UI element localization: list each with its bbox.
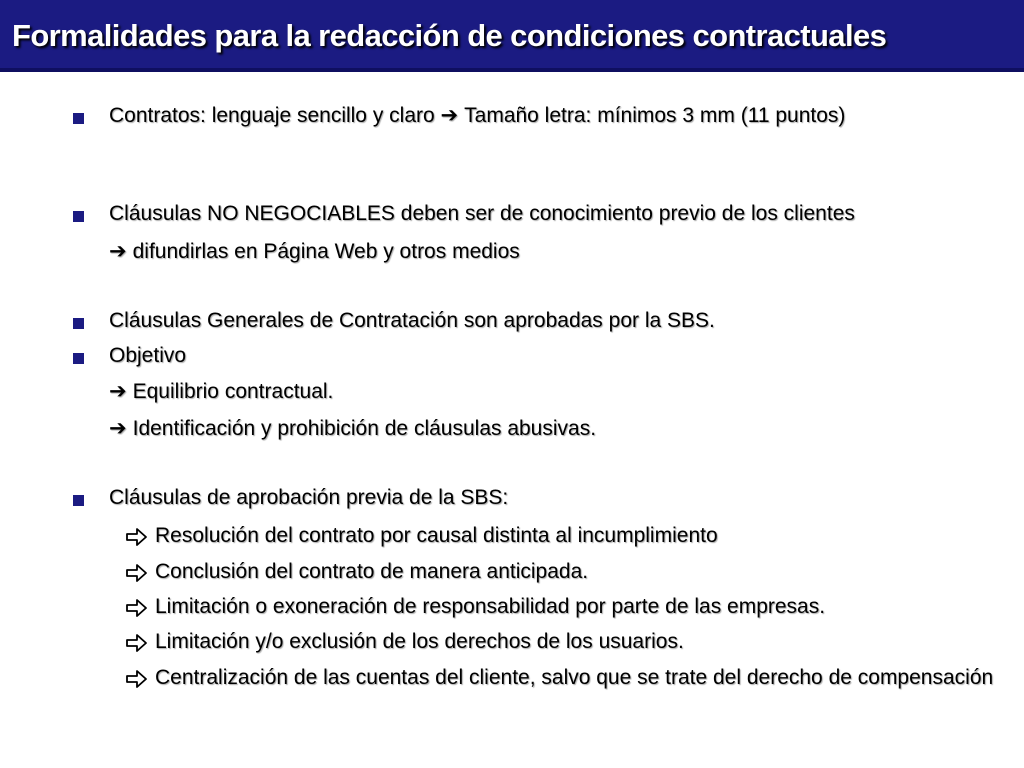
bullet-text: Cláusulas de aprobación previa de la SBS: <box>109 486 509 509</box>
sub-item-text: Resolución del contrato por causal distinta al incumplimiento <box>155 524 718 547</box>
square-bullet-icon <box>73 113 84 124</box>
sub-item-limitacion-responsabilidad <box>155 591 825 622</box>
square-bullet-icon <box>73 211 84 222</box>
square-bullet-icon <box>73 495 84 506</box>
hollow-right-arrow-icon <box>125 527 149 547</box>
bullet-item-objetivo <box>109 340 186 371</box>
bold-right-arrow-icon: ➔ <box>440 104 459 127</box>
sub-item-identificacion <box>109 413 596 444</box>
sub-item-text: Identificación y prohibición de cláusulas abusivas. <box>132 417 597 440</box>
bullet-item-aprobacion-previa <box>109 482 508 513</box>
bullet-text: Cláusulas NO NEGOCIABLES deben ser de conocimiento previo de los clientes <box>109 202 855 225</box>
square-bullet-icon <box>73 318 84 329</box>
square-bullet-icon <box>73 353 84 364</box>
bullet-text: Objetivo <box>109 344 187 367</box>
bold-right-arrow-icon: ➔ <box>109 380 127 403</box>
bullet-continuation: Tamaño letra: mínimos 3 mm (11 puntos) <box>464 104 846 127</box>
hollow-right-arrow-icon <box>125 598 149 618</box>
bold-right-arrow-icon: ➔ <box>109 417 127 440</box>
bullet-item-contratos <box>109 100 929 131</box>
hollow-right-arrow-icon <box>125 563 149 583</box>
sub-item-text: Equilibrio contractual. <box>132 380 334 403</box>
bullet-text: Cláusulas Generales de Contratación son aprobadas por la SBS. <box>109 309 715 332</box>
sub-item-resolucion <box>155 520 718 551</box>
sub-item-text: Limitación y/o exclusión de los derechos de los usuarios. <box>155 630 684 653</box>
hollow-right-arrow-icon <box>125 633 149 653</box>
sub-item-text: difundirlas en Página Web y otros medios <box>132 240 520 263</box>
bold-right-arrow-icon: ➔ <box>109 240 127 263</box>
sub-item-equilibrio <box>109 376 333 407</box>
sub-item-difundir <box>109 236 520 267</box>
bullet-item-no-negociables <box>109 198 855 229</box>
bullet-text: Contratos: lenguaje sencillo y claro <box>109 104 435 127</box>
sub-item-text: Centralización de las cuentas del cliente, salvo que se trate del derecho de compensación <box>155 666 994 689</box>
sub-item-centralizacion <box>155 662 995 693</box>
bullet-item-generales <box>109 305 715 336</box>
sub-item-limitacion-derechos <box>155 626 684 657</box>
hollow-right-arrow-icon <box>125 669 149 689</box>
sub-item-text: Conclusión del contrato de manera anticipada. <box>155 560 589 583</box>
sub-item-text: Limitación o exoneración de responsabilidad por parte de las empresas. <box>155 595 826 618</box>
slide-title: Formalidades para la redacción de condiciones contractuales <box>12 18 887 53</box>
sub-item-conclusion <box>155 556 588 587</box>
